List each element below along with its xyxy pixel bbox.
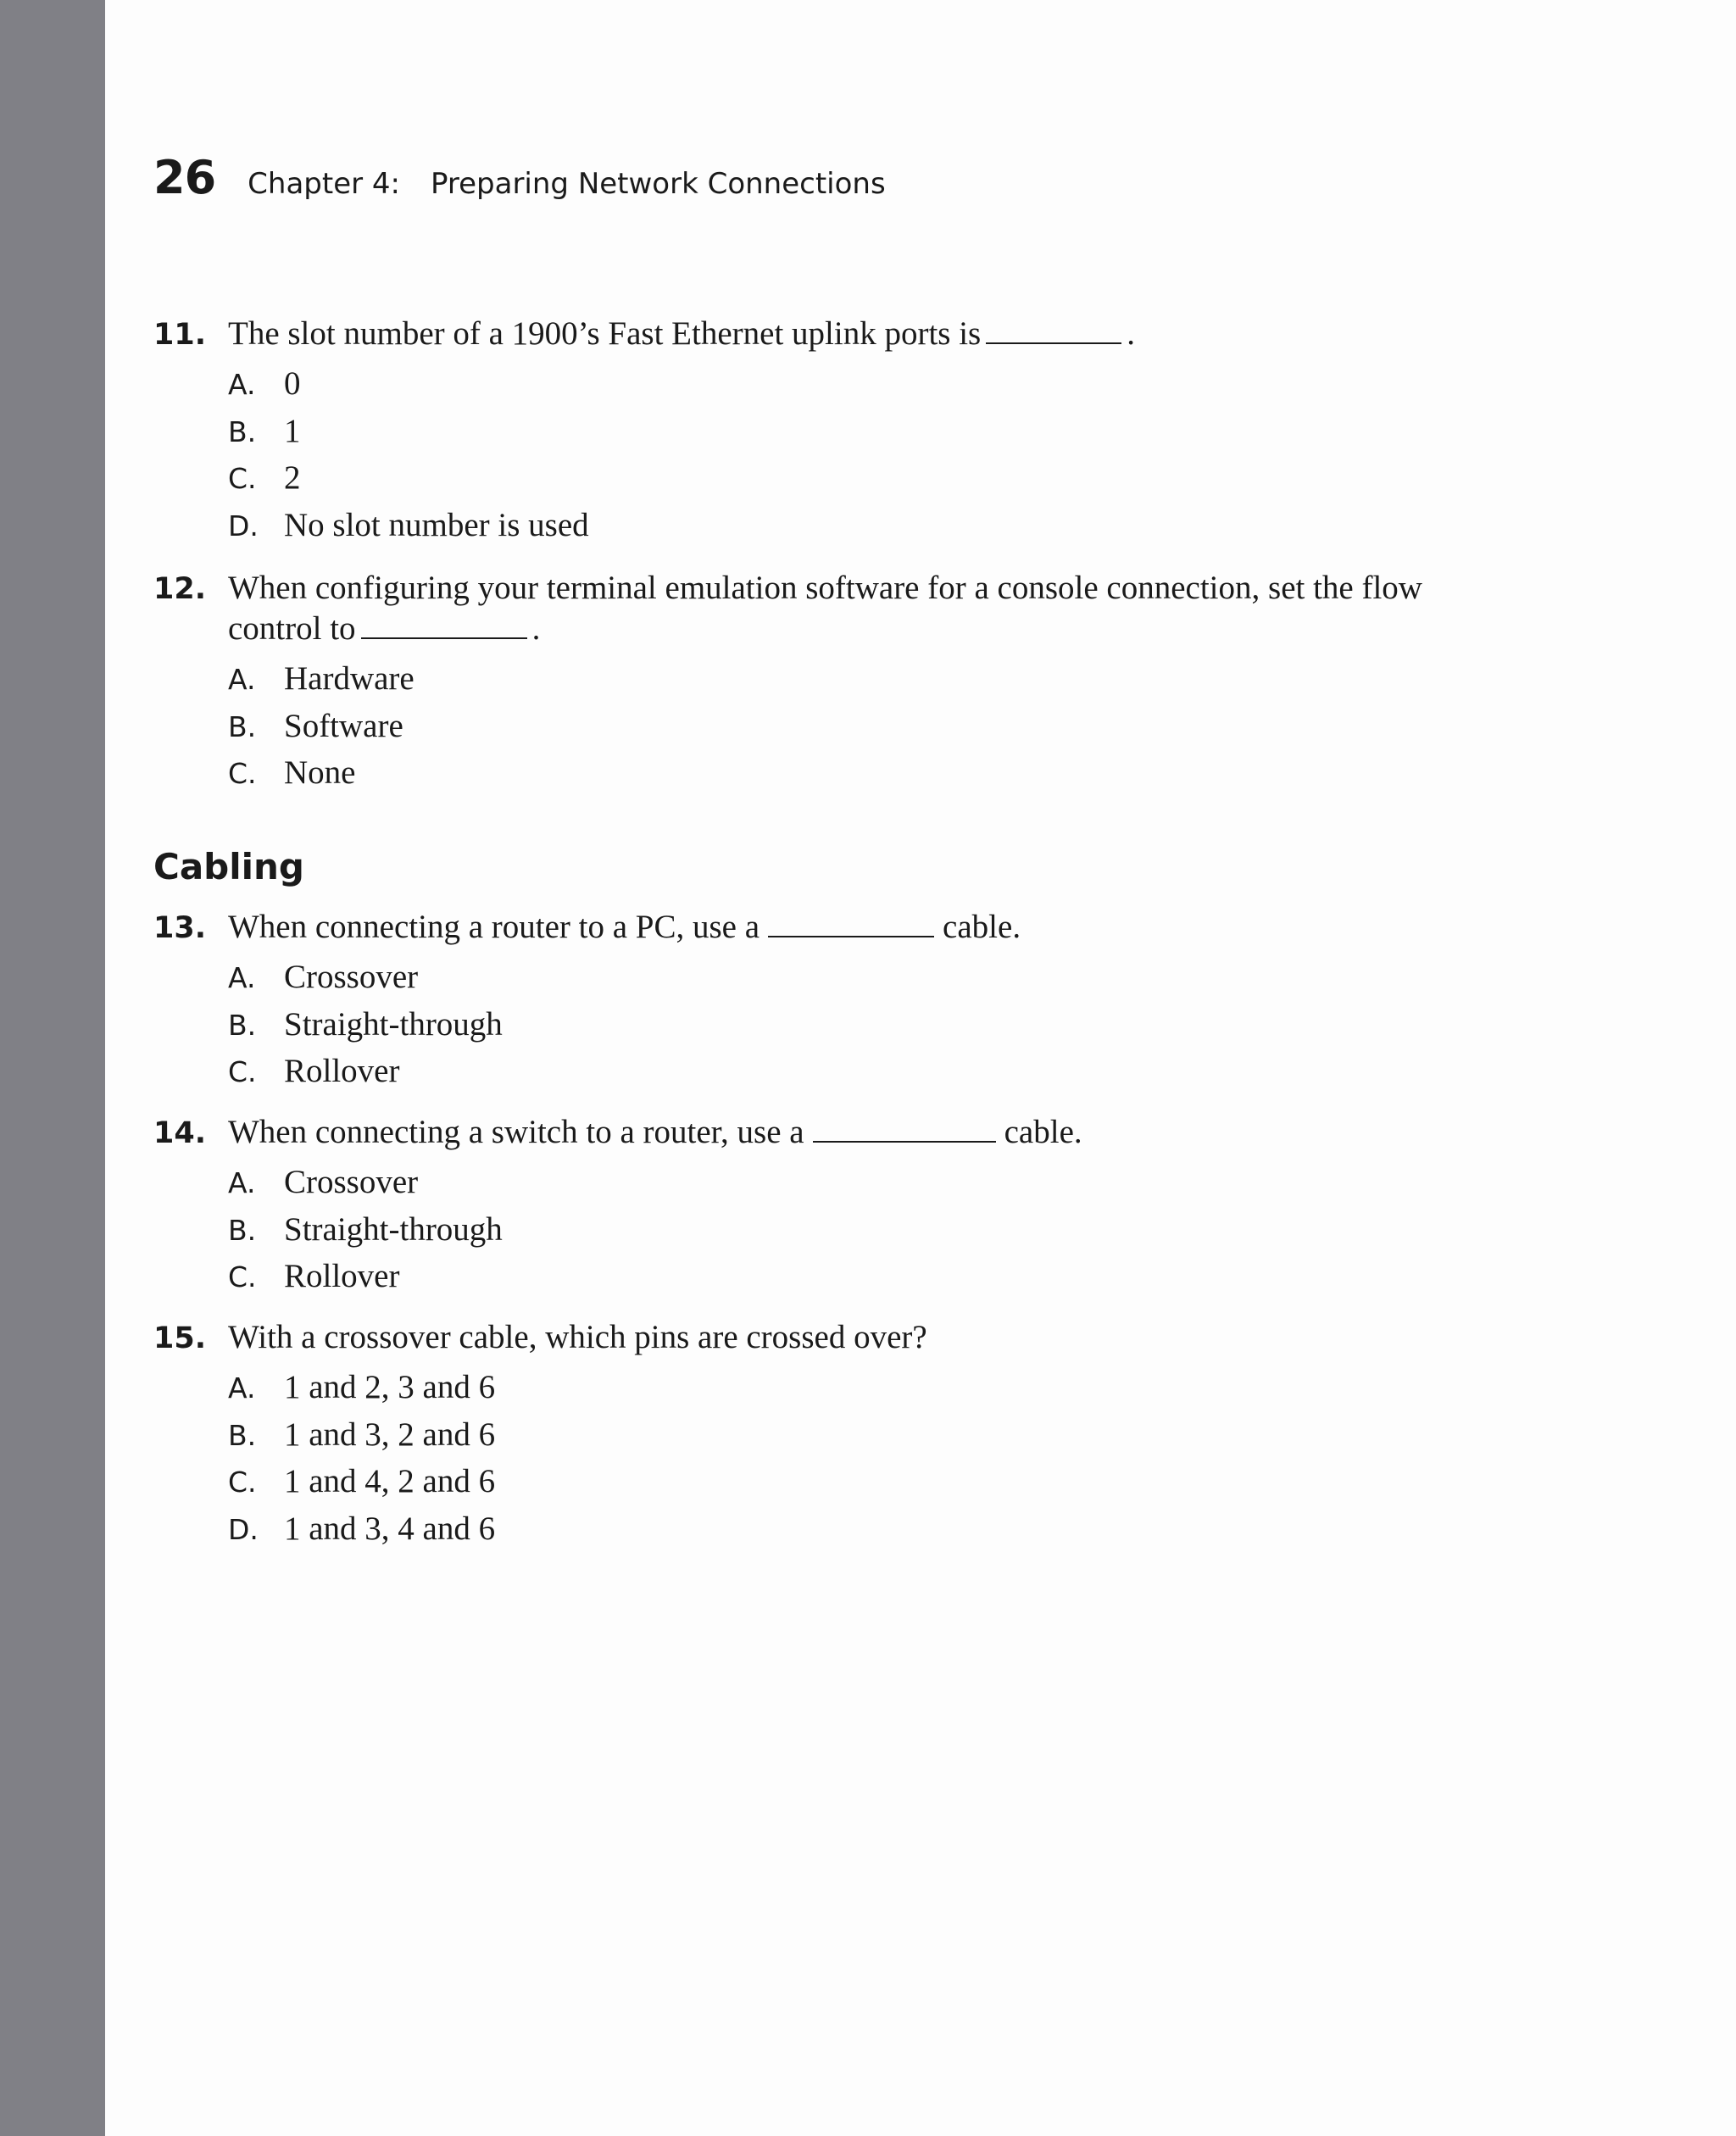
option-letter: C. (228, 1466, 257, 1499)
option-letter: B. (228, 709, 257, 743)
option-text: 2 (284, 459, 301, 496)
question-text (228, 1112, 1082, 1153)
answer-options (228, 1163, 1476, 1304)
option-text: No slot number is used (284, 506, 589, 543)
answer-option (228, 1416, 1476, 1463)
option-text: 1 and 4, 2 and 6 (284, 1463, 496, 1499)
question-text (228, 907, 1021, 948)
option-text: 1 and 3, 2 and 6 (284, 1416, 496, 1453)
option-letter: B. (228, 414, 257, 448)
answer-option (228, 707, 1476, 754)
chapter-label: Chapter 4: (248, 167, 400, 201)
running-header (153, 151, 886, 210)
question-text-line2-before: control to (228, 610, 356, 647)
option-letter: C. (228, 1055, 257, 1088)
option-text: Straight-through (284, 1210, 503, 1248)
page-number: 26 (153, 151, 216, 204)
question-text: With a crossover cable, which pins are crossed over? (228, 1319, 927, 1355)
answer-option (228, 1368, 1476, 1416)
answer-option (228, 659, 1476, 707)
question-text (228, 568, 1422, 649)
answer-options (228, 364, 1476, 553)
option-letter: D. (228, 1512, 259, 1546)
option-letter: B. (228, 1008, 257, 1042)
question-14 (153, 1112, 1476, 1304)
answer-option (228, 1462, 1476, 1510)
question-text-before: The slot number of a 1900’s Fast Ethernet uplink ports is (228, 315, 982, 352)
question-text-line2-after: . (531, 610, 541, 647)
answer-option (228, 958, 1476, 1005)
option-letter: B. (228, 1213, 257, 1247)
answer-blank (361, 612, 527, 639)
option-text: 1 and 2, 3 and 6 (284, 1369, 496, 1405)
question-stem (153, 1112, 1476, 1153)
section-heading: Cabling (153, 846, 304, 887)
question-text-after: cable. (943, 909, 1021, 945)
option-letter: A. (228, 663, 256, 696)
answer-options (228, 659, 1476, 801)
option-text: Rollover (284, 1053, 400, 1089)
option-text: Rollover (284, 1258, 400, 1294)
question-number: 11. (153, 318, 207, 352)
answer-blank (813, 1115, 996, 1143)
question-stem (153, 907, 1476, 948)
option-letter: A. (228, 1166, 256, 1199)
question-number: 15. (153, 1321, 207, 1355)
answer-option (228, 364, 1476, 412)
option-text: Crossover (284, 959, 419, 995)
answer-options (228, 1368, 1476, 1556)
option-letter: C. (228, 462, 257, 495)
question-11 (153, 314, 1476, 553)
answer-option (228, 459, 1476, 506)
option-letter: B. (228, 1418, 257, 1452)
page-edge-bar (0, 0, 105, 2136)
option-text: 1 and 3, 4 and 6 (284, 1510, 496, 1547)
answer-option (228, 1005, 1476, 1053)
answer-option (228, 1257, 1476, 1304)
option-text: Software (284, 707, 403, 744)
option-text: Straight-through (284, 1005, 503, 1043)
question-stem (153, 568, 1476, 649)
option-letter: A. (228, 1371, 256, 1405)
option-letter: C. (228, 1260, 257, 1293)
question-number: 13. (153, 911, 207, 945)
question-text (228, 314, 1135, 354)
question-number: 12. (153, 572, 207, 606)
question-text-after: cable. (1004, 1114, 1082, 1150)
answer-option (228, 506, 1476, 553)
question-text-before: When connecting a router to a PC, use a (228, 909, 760, 945)
answer-option (228, 1163, 1476, 1210)
question-15 (153, 1317, 1476, 1556)
answer-option (228, 754, 1476, 801)
answer-option (228, 1052, 1476, 1099)
answer-options (228, 958, 1476, 1099)
question-stem (153, 314, 1476, 354)
option-letter: C. (228, 757, 257, 790)
question-text-line1: When configuring your terminal emulation software for a console connection, set the flow (228, 570, 1422, 606)
question-number: 14. (153, 1116, 207, 1150)
answer-option (228, 412, 1476, 459)
option-letter: A. (228, 961, 256, 994)
option-text: Hardware (284, 660, 415, 697)
question-text-before: When connecting a switch to a router, use a (228, 1114, 804, 1150)
question-13 (153, 907, 1476, 1099)
option-text: 0 (284, 365, 301, 402)
option-text: None (284, 754, 356, 791)
question-stem (153, 1317, 1476, 1358)
question-text-after: . (1127, 315, 1135, 352)
question-12 (153, 568, 1476, 801)
chapter-title: Preparing Network Connections (430, 167, 886, 201)
option-letter: A. (228, 368, 256, 401)
answer-blank (768, 910, 934, 937)
option-text: 1 (284, 412, 301, 449)
option-letter: D. (228, 509, 259, 542)
answer-blank (986, 317, 1121, 344)
answer-option (228, 1510, 1476, 1557)
answer-option (228, 1210, 1476, 1258)
option-text: Crossover (284, 1164, 419, 1200)
